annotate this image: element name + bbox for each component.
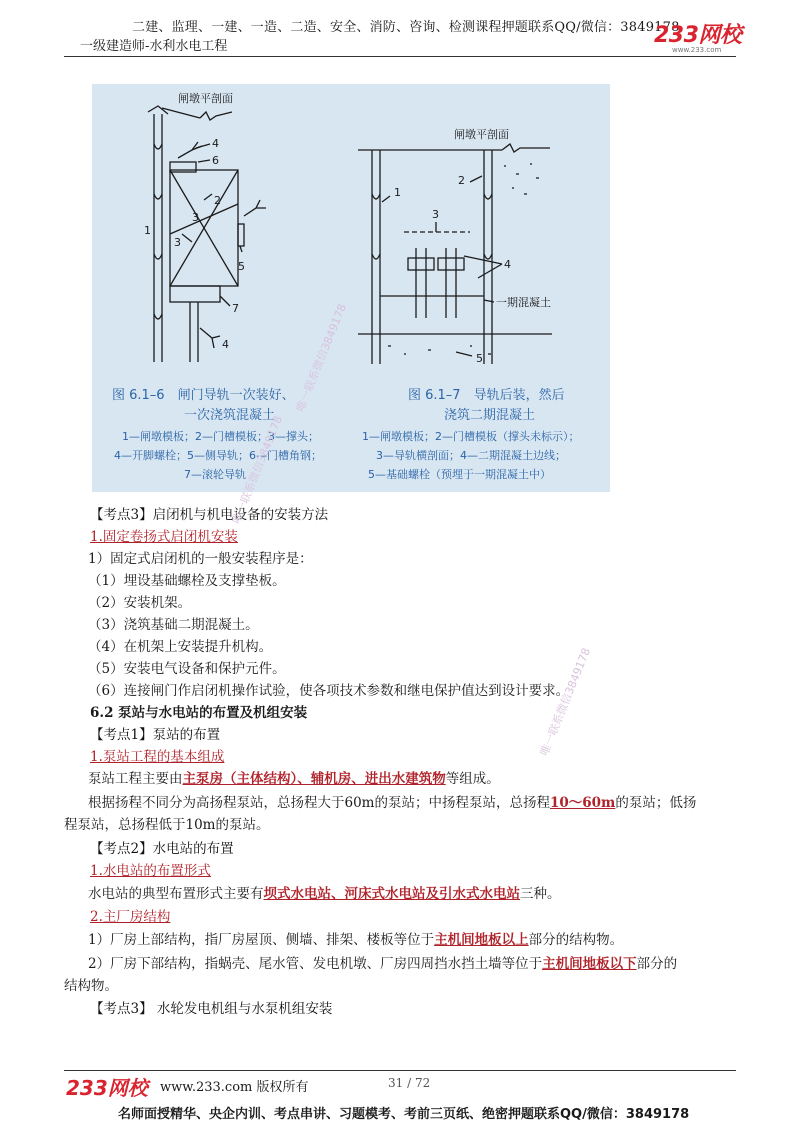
leader-3 <box>182 234 192 242</box>
right-break-mark <box>502 144 550 152</box>
rail-section-right <box>438 258 464 270</box>
right-concrete-label: 一期混凝土 <box>496 296 551 309</box>
left-caption-2: 一次浇筑混凝土 <box>184 408 276 423</box>
left-top-label: 闸墩平剖面 <box>178 92 233 105</box>
right-num-1: 1 <box>394 186 401 199</box>
leader-7 <box>220 296 230 306</box>
figure-gate-guide-rail <box>92 84 610 492</box>
leader-5 <box>240 246 242 252</box>
leader-r1 <box>382 196 390 202</box>
brand-logo: 233网校 <box>654 23 742 48</box>
right-num-4: 4 <box>504 258 511 271</box>
right-diagram <box>358 144 552 364</box>
anchor-bolt-right <box>244 200 266 216</box>
chapter-6-2-heading: 6.2 泵站与水电站的布置及机组安装 <box>90 705 308 721</box>
anchor-bolt-top <box>178 142 202 158</box>
right-caption-2: 浇筑二期混凝土 <box>444 408 536 423</box>
text-span: 水电站的典型布置形式主要有 <box>88 886 264 902</box>
text-span: 等组成。 <box>445 771 500 787</box>
left-num-1: 1 <box>144 224 151 237</box>
left-legend-2: 4—开脚螺栓；5—侧导轨；6—门槽角钢； <box>114 449 322 462</box>
install-step-3: （3）浇筑基础二期混凝土。 <box>88 617 259 633</box>
leader-r4b <box>478 264 502 278</box>
leader-r4a <box>464 256 502 264</box>
highlight-span: 坝式水电站、河床式水电站及引水式水电站 <box>263 886 520 902</box>
leader-4 <box>196 144 210 148</box>
kp1-heading: 【考点1】泵站的布置 <box>90 727 221 743</box>
highlight-span: 主机间地板以下 <box>542 956 637 972</box>
text-span: 部分的结构物。 <box>528 932 624 948</box>
footer-divider <box>64 1070 736 1071</box>
rail-section-left <box>408 258 434 270</box>
footer-logo: 233网校 <box>66 1076 148 1100</box>
lower-structure-cont: 结构物。 <box>64 978 118 994</box>
hydropower-layout-text <box>88 882 561 902</box>
text-span: 泵站工程主要由 <box>88 771 183 787</box>
section-powerhouse-structure: 2.主厂房结构 <box>90 909 171 925</box>
left-wall-break <box>148 106 168 114</box>
section-pump-station-composition: 1.泵站工程的基本组成 <box>90 749 225 765</box>
header-divider <box>64 56 736 57</box>
footer-site: www.233.com 版权所有 <box>160 1080 309 1095</box>
left-legend-3: 7—滚轮导轨 <box>184 468 246 481</box>
right-legend-3: 5—基础螺栓（预埋于一期混凝土中） <box>368 468 551 481</box>
upper-structure-text <box>88 928 623 948</box>
page-number: 31 / 72 <box>388 1076 431 1090</box>
left-num-7: 7 <box>232 302 239 315</box>
text-span: 部分的 <box>636 956 678 972</box>
roller-rail <box>170 286 220 302</box>
footer-contact-line: 名师面授精华、央企内训、考点串讲、习题模考、考前三页纸、绝密押题联系QQ/微信：3849178 <box>118 1107 690 1122</box>
install-step-6: （6）连接闸门作启闭机操作试验，使各项技术参数和继电保护值达到设计要求。 <box>88 683 570 699</box>
highlight-span: 10～60m <box>549 795 616 811</box>
right-caption-1: 图 6.1–7 导轨后装，然后 <box>408 388 565 403</box>
section-hoist-install: 1.固定卷扬式启闭机安装 <box>90 529 238 545</box>
right-legend-2: 3—导轨横剖面；4—二期混凝土边线； <box>376 449 566 462</box>
leader-6 <box>198 160 210 162</box>
left-legend-1: 1—闸墩模板；2—门槽模板；3—撑头； <box>122 430 319 443</box>
pump-head-classification-cont: 程泵站，总扬程低于10m的泵站。 <box>64 817 270 833</box>
right-top-label: 闸墩平剖面 <box>454 128 509 141</box>
right-num-2: 2 <box>458 174 465 187</box>
install-procedure-intro: 1）固定式启闭机的一般安装程序是： <box>88 551 313 567</box>
header-contact-line: 二建、监理、一建、一造、二造、安全、消防、咨询、检测课程押题联系QQ/微信：3849178 <box>132 20 680 35</box>
brand-logo-url: www.233.com <box>672 46 722 54</box>
install-step-5: （5）安装电气设备和保护元件。 <box>88 661 286 677</box>
install-step-1: （1）埋设基础螺栓及支撑垫板。 <box>88 573 286 589</box>
left-break-mark <box>200 112 232 120</box>
watermark-2: 唯一联系微信3849178 <box>229 414 285 526</box>
left-num-3a: 3 <box>192 211 199 224</box>
left-num-3b: 3 <box>174 236 181 249</box>
watermark-1: 唯一联系微信3849178 <box>293 302 349 414</box>
anchor-bolt-bottom <box>200 328 220 348</box>
side-rail <box>238 224 244 246</box>
kp3b-heading: 【考点3】 水轮发电机组与水泵机组安装 <box>90 1001 333 1017</box>
brace-3 <box>170 204 238 234</box>
kp2-heading: 【考点2】水电站的布置 <box>90 841 234 857</box>
left-num-4b: 4 <box>222 338 229 351</box>
lower-structure-text <box>88 952 677 972</box>
left-num-6: 6 <box>212 154 219 167</box>
leader-r2 <box>470 176 482 182</box>
right-num-5: 5 <box>476 352 483 365</box>
header-subtitle: 一级建造师-水利水电工程 <box>80 39 228 54</box>
left-num-2: 2 <box>214 194 221 207</box>
install-step-4: （4）在机架上安装提升机构。 <box>88 639 273 655</box>
right-wall-hatch <box>372 194 492 259</box>
left-num-4a: 4 <box>212 137 219 150</box>
leader-r5 <box>456 352 472 356</box>
text-span: 1）厂房上部结构，指厂房屋顶、侧墙、排架、楼板等位于 <box>88 932 435 948</box>
leader-2 <box>204 194 212 200</box>
install-step-2: （2）安装机架。 <box>88 595 192 611</box>
text-span: 三种。 <box>520 886 561 902</box>
watermark-3: 唯一联系微信3849178 <box>537 646 593 758</box>
text-span: 2）厂房下部结构，指蜗壳、尾水管、发电机墩、厂房四周挡水挡土墙等位于 <box>88 956 543 972</box>
text-span: 根据扬程不同分为高扬程泵站，总扬程大于60m的泵站；中扬程泵站，总扬程 <box>88 795 550 811</box>
highlight-span: 主泵房（主体结构）、辅机房、进出水建筑物 <box>182 771 446 787</box>
right-num-3: 3 <box>432 208 439 221</box>
left-caption-1: 图 6.1–6 闸门导轨一次装好、 <box>112 388 295 403</box>
kp3-heading: 【考点3】启闭机与机电设备的安装方法 <box>90 507 329 523</box>
left-diagram <box>148 106 266 362</box>
left-wall-hatch <box>154 144 162 319</box>
left-num-5: 5 <box>238 260 245 273</box>
section-hydropower-layout: 1.水电站的布置形式 <box>90 863 211 879</box>
pump-station-composition-text <box>88 767 500 787</box>
right-legend-1: 1—闸墩模板；2—门槽模板（撑头未标示）； <box>362 430 580 443</box>
text-span: 的泵站；低扬 <box>615 795 697 811</box>
highlight-span: 主机间地板以上 <box>434 932 529 948</box>
pump-head-classification-text <box>88 791 696 811</box>
